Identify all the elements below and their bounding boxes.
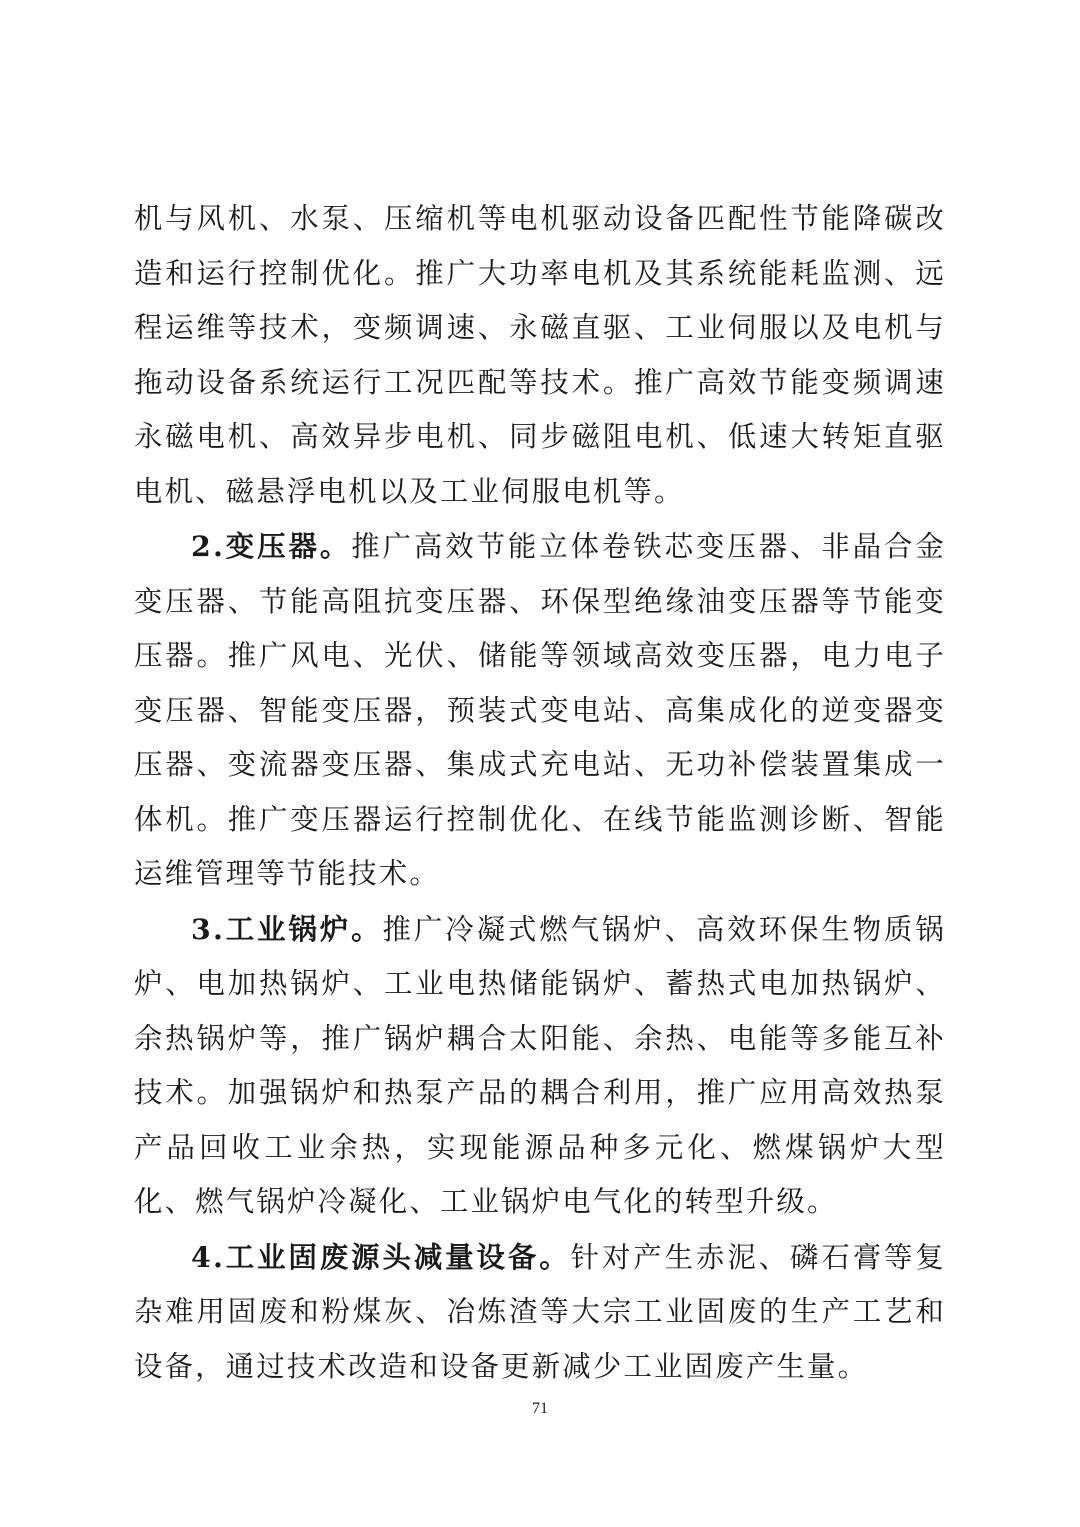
page-number: 71: [532, 1400, 548, 1417]
paragraph-solid-waste: [134, 1230, 946, 1395]
document-body: [134, 192, 946, 1394]
paragraph-text: 推广高效节能立体卷铁芯变压器、非晶合金变压器、节能高阻抗变压器、环保型绝缘油变压器等节能变压器。推广风电、光伏、储能等领域高效变压器，电力电子变压器、智能变压器，预装式变电站、高集成化的逆变器变压器、变流器变压器、集成式充电站、无功补偿装置集成一体机。推广变压器运行控制优化、在线节能监测诊断、智能运维管理等节能技术。: [134, 530, 946, 890]
paragraph-text: 针对产生赤泥、磷石膏等复杂难用固废和粉煤灰、冶炼渣等大宗工业固废的生产工艺和设备，通过技术改造和设备更新减少工业固废产生量。: [134, 1240, 946, 1383]
paragraph-motor-continued: [134, 192, 946, 519]
section-heading-transformer: 2.变压器。: [191, 529, 352, 563]
paragraph-industrial-boiler: [134, 902, 946, 1230]
paragraph-text: 推广冷凝式燃气锅炉、高效环保生物质锅炉、电加热锅炉、工业电热储能锅炉、蓄热式电加热锅炉、余热锅炉等，推广锅炉耦合太阳能、余热、电能等多能互补技术。加强锅炉和热泵产品的耦合利用，推广应用高效热泵产品回收工业余热，实现能源品种多元化、燃煤锅炉大型化、燃气锅炉冷凝化、工业锅炉电气化的转型升级。: [134, 912, 946, 1218]
paragraph-transformer: [134, 519, 946, 902]
paragraph-text: 机与风机、水泵、压缩机等电机驱动设备匹配性节能降碳改造和运行控制优化。推广大功率电机及其系统能耗监测、远程运维等技术，变频调速、永磁直驱、工业伺服以及电机与拖动设备系统运行工况匹配等技术。推广高效节能变频调速永磁电机、高效异步电机、同步磁阻电机、低速大转矩直驱电机、磁悬浮电机以及工业伺服电机等。: [134, 202, 946, 508]
section-heading-solid-waste: 4.工业固废源头减量设备。: [191, 1239, 571, 1274]
section-heading-industrial-boiler: 3.工业锅炉。: [191, 911, 383, 946]
